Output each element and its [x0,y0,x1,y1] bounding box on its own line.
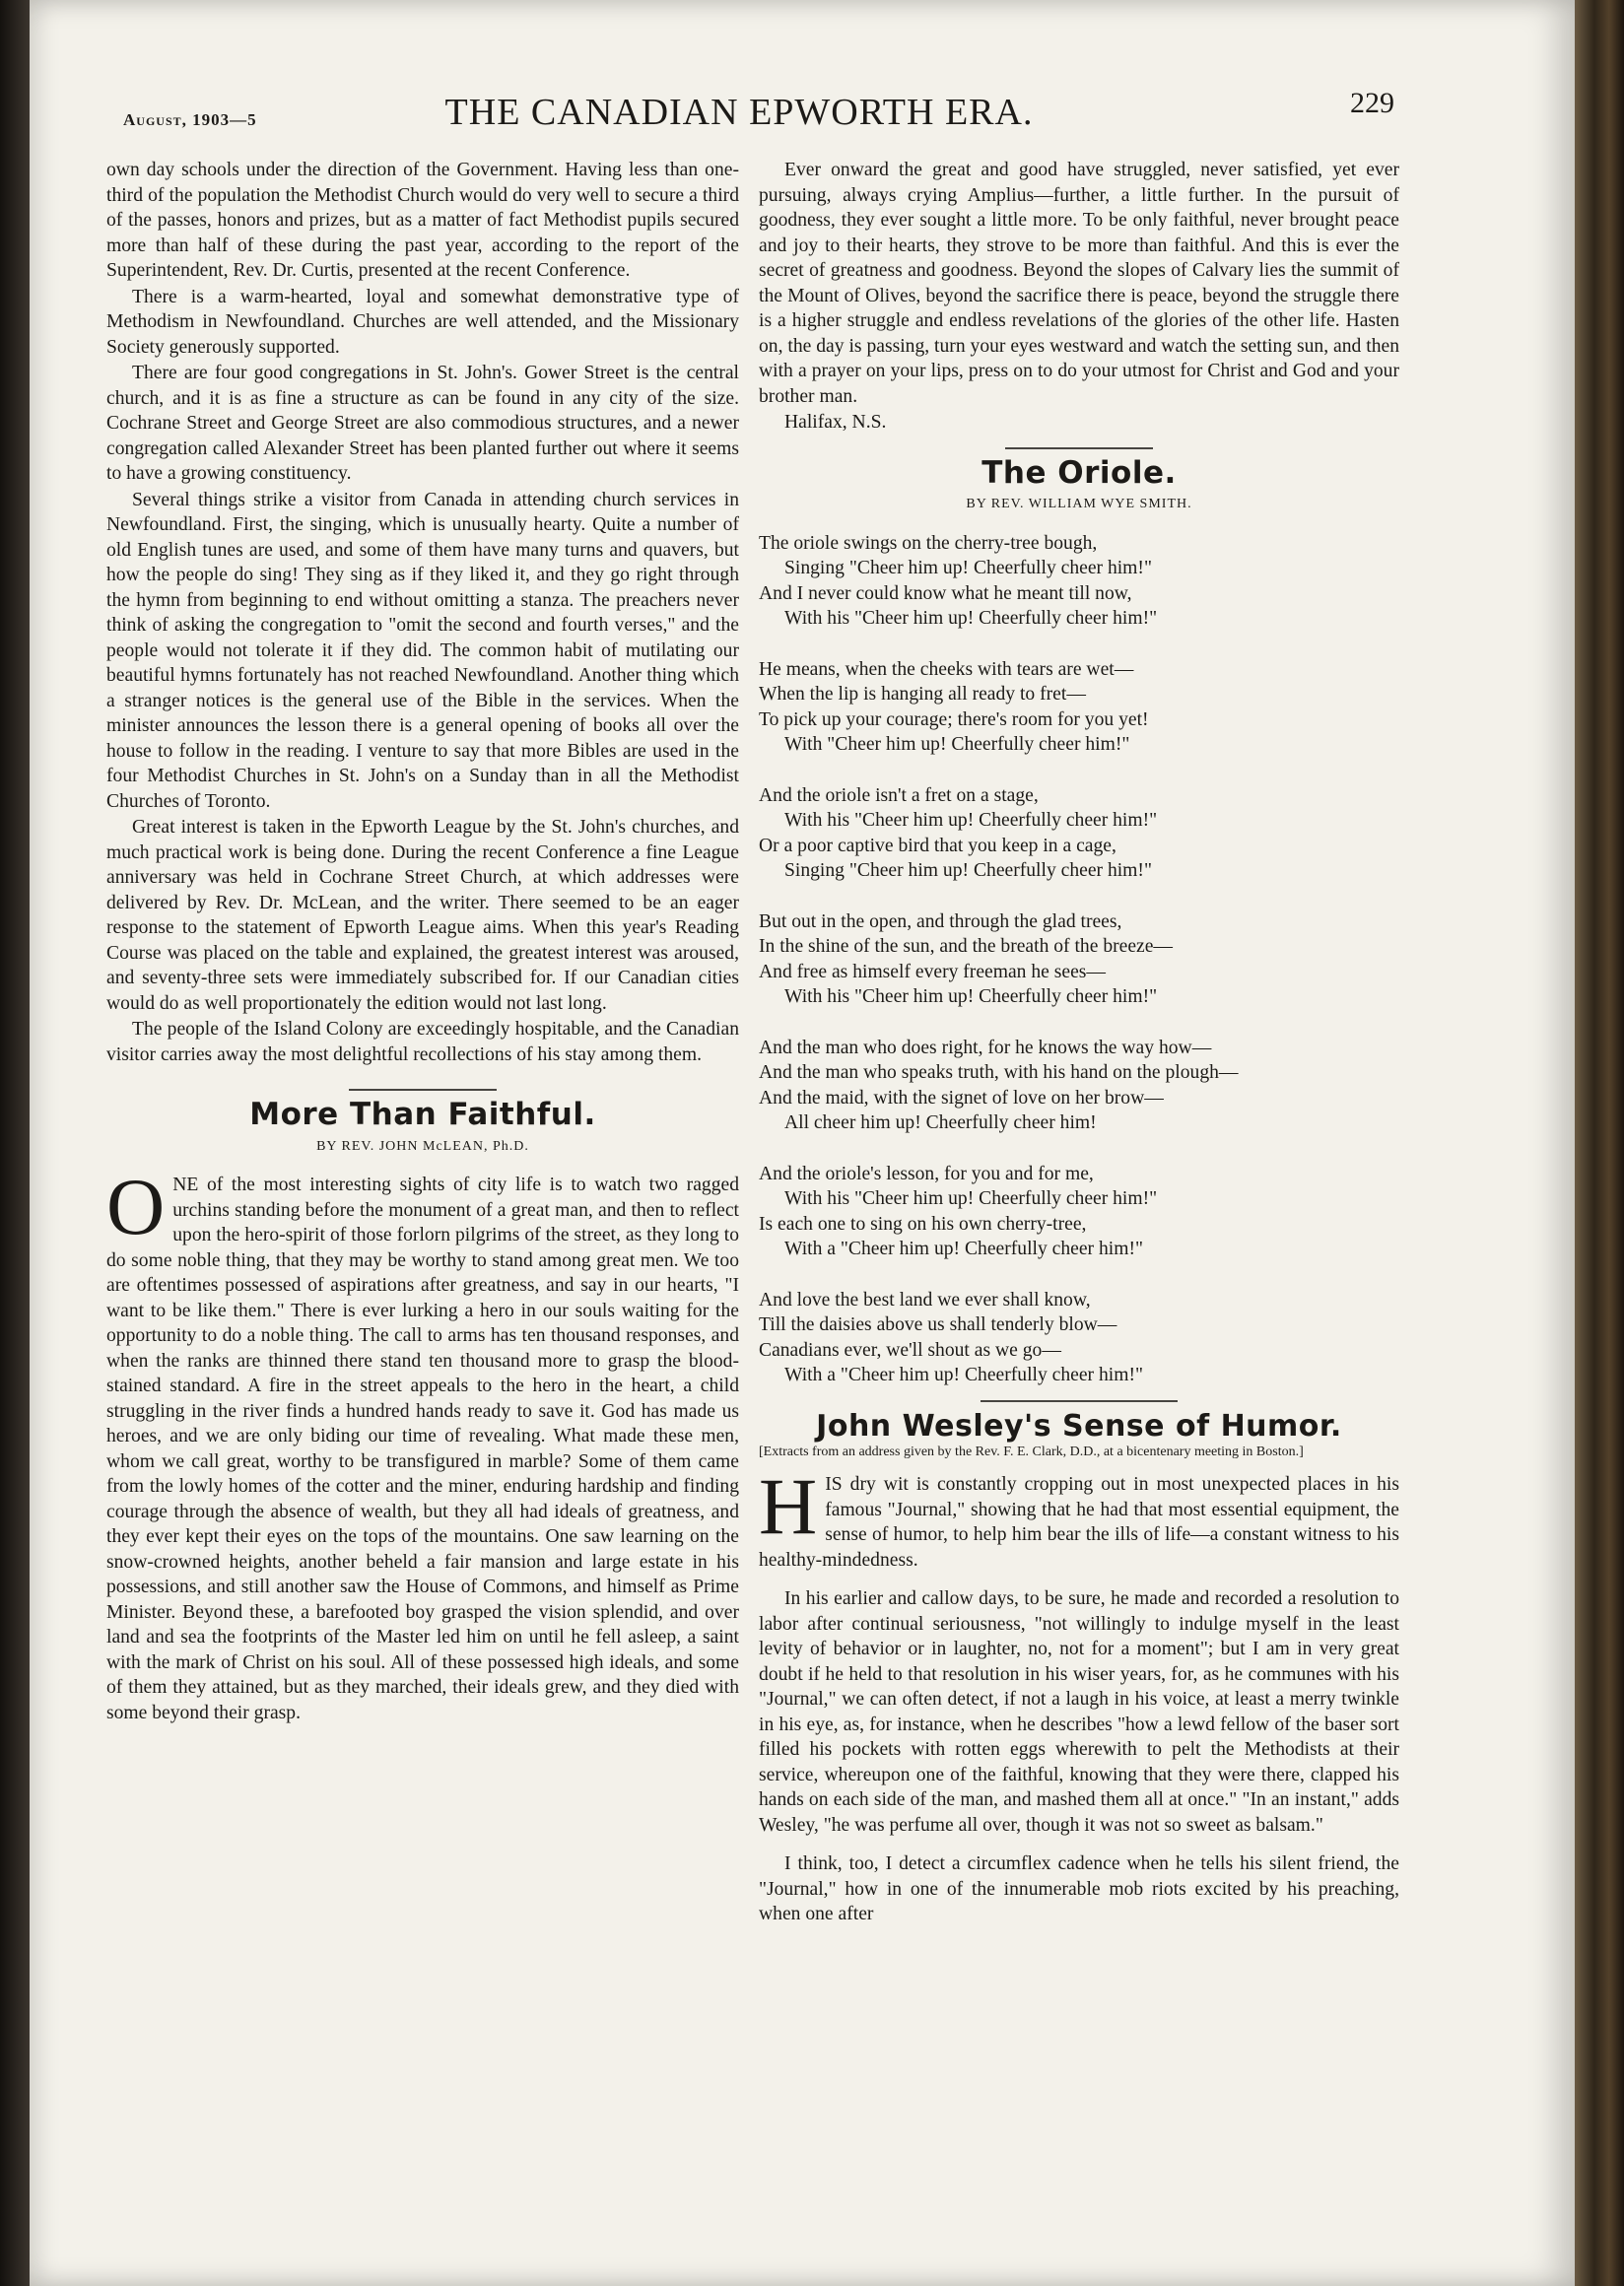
verse-line: And free as himself every freeman he sees— [759,961,1106,982]
paragraph: The people of the Island Colony are exceedingly hospitable, and the Canadian visitor carries away the most delightful recollections of his stay among them. [106,1019,739,1065]
verse-line: The oriole swings on the cherry-tree bough, [759,532,1098,554]
verse-line: And I never could know what he meant till now, [759,582,1132,604]
article-text: IS dry wit is constantly cropping out in most unexpected places in his famous "Journal," showing that he had that most essential equipment, the sense of humor, to help him bear the ills of life—a constant witness to his healthy-mindedness. [759,1474,1399,1571]
verse-line: In the shine of the sun, and the breath of the breeze— [759,936,1174,957]
verse-line: With "Cheer him up! Cheerfully cheer him!" [784,734,1130,755]
paragraph: I think, too, I detect a circumflex cadence when he tells his silent friend, the "Journal," how in one of the innumerable mob riots excited by his preaching, when one after [759,1853,1399,1924]
book-page-edges [1575,0,1624,2286]
dateline: Halifax, N.S. [784,412,887,433]
verse-line: Canadians ever, we'll shout as we go— [759,1339,1061,1361]
article-text: NE of the most interesting sights of city life is to watch two ragged urchins standing before the monument of a great man, and then to reflect upon the hero-spirit of those forlorn pilgrims of the street, as they long to do some noble thing, that they may be worthy to stand among great men. We too are oftentimes possessed of aspirations after greatness, and say in our hearts, "I want to be like them." There is ever lurking a hero in our souls waiting for the opportunity to do a noble thing. The call to arms has ten thousand responses, and when the ranks are thinned there stand ten thousand more to grasp the blood-stained standard. A fire in the street appeals to the hero in the heart, a child struggling in the river finds a hundred hands ready to save it. God has made us heroes, and we are only biding our time of revealing. What made these men, whom we call great, worthy to be transfigured in marble? Some of them came from the lowly homes of the cotter and the miner, enduring hardship and finding courage through the absence of wealth, but they all had ideals of greatness, and they ever kept their eyes on the tops of the mountains. One saw learning on the snow-crowned heights, another beheld a fair mansion and large estate in his possessions, and still another saw the House of Commons, and himself as Prime Minister. Beyond these, a barefooted boy grasped the vision splendid, and over land and sea the footprints of the Master led him on until he fell asleep, a saint with the mark of Christ on his soul. All of these possessed high ideals, and some of them they attained, but as they marched, their ideals grew, and they died with some beyond their grasp. [106,1175,739,1723]
left-column [106,158,739,1726]
publication-title: THE CANADIAN EPWORTH ERA. [444,92,1034,133]
verse-line: Or a poor captive bird that you keep in a cage, [759,835,1116,856]
stanza [759,657,1399,758]
verse-line: To pick up your courage; there's room for you yet! [759,708,1149,730]
paragraph: Ever onward the great and good have struggled, never satisfied, yet ever pursuing, always crying Amplius—further, a little further. In the pursuit of goodness, they ever sought a little more. To be only faithful, never brought peace and joy to their hearts, they strove to be more than faithful. And this is ever the secret of greatness and goodness. Beyond the slopes of Calvary lies the summit of the Mount of Olives, beyond the sacrifice there is peace, beyond the struggle there is a higher struggle and endless revelations of the glories of the other life. Hasten on, the day is passing, turn your eyes westward and watch the setting sun, and then with a prayer on your lips, press on to do your utmost for Christ and God and your brother man. [759,160,1399,407]
verse-line: And the maid, with the signet of love on her brow— [759,1087,1164,1109]
stanza [759,783,1399,884]
issue-date: August, 1903—5 [123,110,257,129]
poem-byline: BY REV. WILLIAM WYE SMITH. [966,497,1192,511]
verse-line: With his "Cheer him up! Cheerfully cheer him!" [784,1188,1158,1209]
stanza [759,909,1399,1010]
verse-line: With a "Cheer him up! Cheerfully cheer him!" [784,1365,1143,1385]
verse-line: He means, when the cheeks with tears are wet— [759,658,1134,680]
page-header [94,87,1394,140]
verse-line: But out in the open, and through the glad trees, [759,910,1122,932]
section-divider [1005,447,1153,449]
paragraph: In his earlier and callow days, to be sure, he made and recorded a resolution to labor after continual seriousness, "not willingly to indulge myself in the least levity of behavior or in laughter, no, not for a moment"; but I am in very great doubt if he held to that resolution in his wiser years, for, as he communes with his "Journal," we can often detect, if not a laugh in his voice, at least a merry twinkle in his eye, as, for instance, when he describes "how a lewd fellow of the baser sort filled his pockets with rotten eggs wherewith to pelt the Methodists at their service, whereupon one of the faithful, knowing that they were there, clapped his hands on each side of the man, and mashed them all at once." "In an instant," adds Wesley, "he was perfume all over, though it was not so sweet as balsam." [759,1588,1399,1836]
article-byline: BY REV. JOHN McLEAN, Ph.D. [316,1138,529,1154]
page-number: 229 [1350,87,1394,119]
drop-cap: H [759,1461,818,1551]
paragraph: There is a warm-hearted, loyal and somewhat demonstrative type of Methodism in Newfoundland. Churches are well attended, and the Missionary Society generously supported. [106,286,739,358]
paragraph: own day schools under the direction of the Government. Having less than one-third of the population the Methodist Church would do very well to secure a third of the passes, honors and prizes, but as a matter of fact Methodist pupils secured more than half of these during the past year, according to the report of the Superintendent, Rev. Dr. Curtis, presented at the recent Conference. [106,160,739,281]
section-divider [349,1089,497,1091]
verse-line: With a "Cheer him up! Cheerfully cheer him!" [784,1239,1143,1259]
poem-title: The Oriole. [981,454,1177,491]
article-body [759,1461,1399,1573]
verse-line: Is each one to sing on his own cherry-tree, [759,1213,1087,1235]
verse-line: With his "Cheer him up! Cheerfully cheer him!" [784,608,1158,629]
verse-line: And the man who speaks truth, with his hand on the plough— [759,1062,1239,1083]
verse-line: When the lip is hanging all ready to fret— [759,684,1086,705]
article-body [106,1162,739,1725]
verse-line: All cheer him up! Cheerfully cheer him! [784,1112,1097,1133]
verse-line: And love the best land we ever shall know, [759,1289,1091,1311]
verse-line: Singing "Cheer him up! Cheerfully cheer him!" [784,860,1152,881]
drop-cap: O [106,1162,166,1251]
paragraph: There are four good congregations in St. John's. Gower Street is the central church, and it is as fine a structure as can be found in any city of the size. Cochrane Street and George Street are also commodious structures, and a newer congregation called Alexander Street has been planted further out where it seems to have a growing constituency. [106,363,739,484]
verse-line: And the oriole's lesson, for you and for me, [759,1163,1094,1184]
editor-note: [Extracts from an address given by the Rev. F. E. Clark, D.D., at a bicentenary meeting in Boston.] [759,1445,1304,1459]
verse-line: Singing "Cheer him up! Cheerfully cheer him!" [784,558,1152,578]
paragraph: Several things strike a visitor from Canada in attending church services in Newfoundland. First, the singing, which is unusually hearty. Quite a number of old English tunes are used, and some of them have many turns and quavers, but how the people do sing! They sing as if they liked it, and they go right through the hymn from beginning to end without omitting a stanza. The preachers never think of asking the congregation to "omit the second and fourth verses," and the people would not tolerate it if they did. The common habit of mutilating our beautiful hymns fortunately has not reached Newfoundland. Another thing which a stranger notices is the general use of the Bible in the services. When the minister announces the lesson there is a general opening of books all over the house to follow in the reading. I venture to say that more Bibles are used in the four Methodist Churches in St. John's on a Sunday than in all the Methodist Churches of Toronto. [106,489,739,812]
stanza [759,531,1399,632]
stanza [759,1162,1399,1262]
magazine-page [30,0,1575,2286]
verse-line: And the man who does right, for he knows the way how— [759,1037,1212,1058]
verse-line: With his "Cheer him up! Cheerfully cheer him!" [784,810,1158,831]
verse-line: And the oriole isn't a fret on a stage, [759,784,1039,806]
verse-line: With his "Cheer him up! Cheerfully cheer him!" [784,986,1158,1007]
stanza [759,1288,1399,1388]
right-column [759,158,1399,1928]
article-title: John Wesley's Sense of Humor. [816,1408,1342,1444]
book-spine-shadow [0,0,30,2286]
stanza [759,1036,1399,1136]
section-divider [981,1400,1178,1402]
article-title: More Than Faithful. [249,1097,596,1132]
verse-line: Till the daisies above us shall tenderly blow— [759,1314,1117,1335]
paragraph: Great interest is taken in the Epworth League by the St. John's churches, and much practical work is being done. During the recent Conference a fine League anniversary was held in Cochrane Street Church, at which addresses were delivered by Rev. Dr. McLean, and the writer. There seemed to be an eager response to the statement of Epworth League aims. When this year's Reading Course was placed on the table and explained, the greatest interest was aroused, and seventy-three sets were immediately subscribed for. If our Canadian cities would do as well proportionately the edition would not last long. [106,817,739,1014]
poem [759,531,1399,1388]
